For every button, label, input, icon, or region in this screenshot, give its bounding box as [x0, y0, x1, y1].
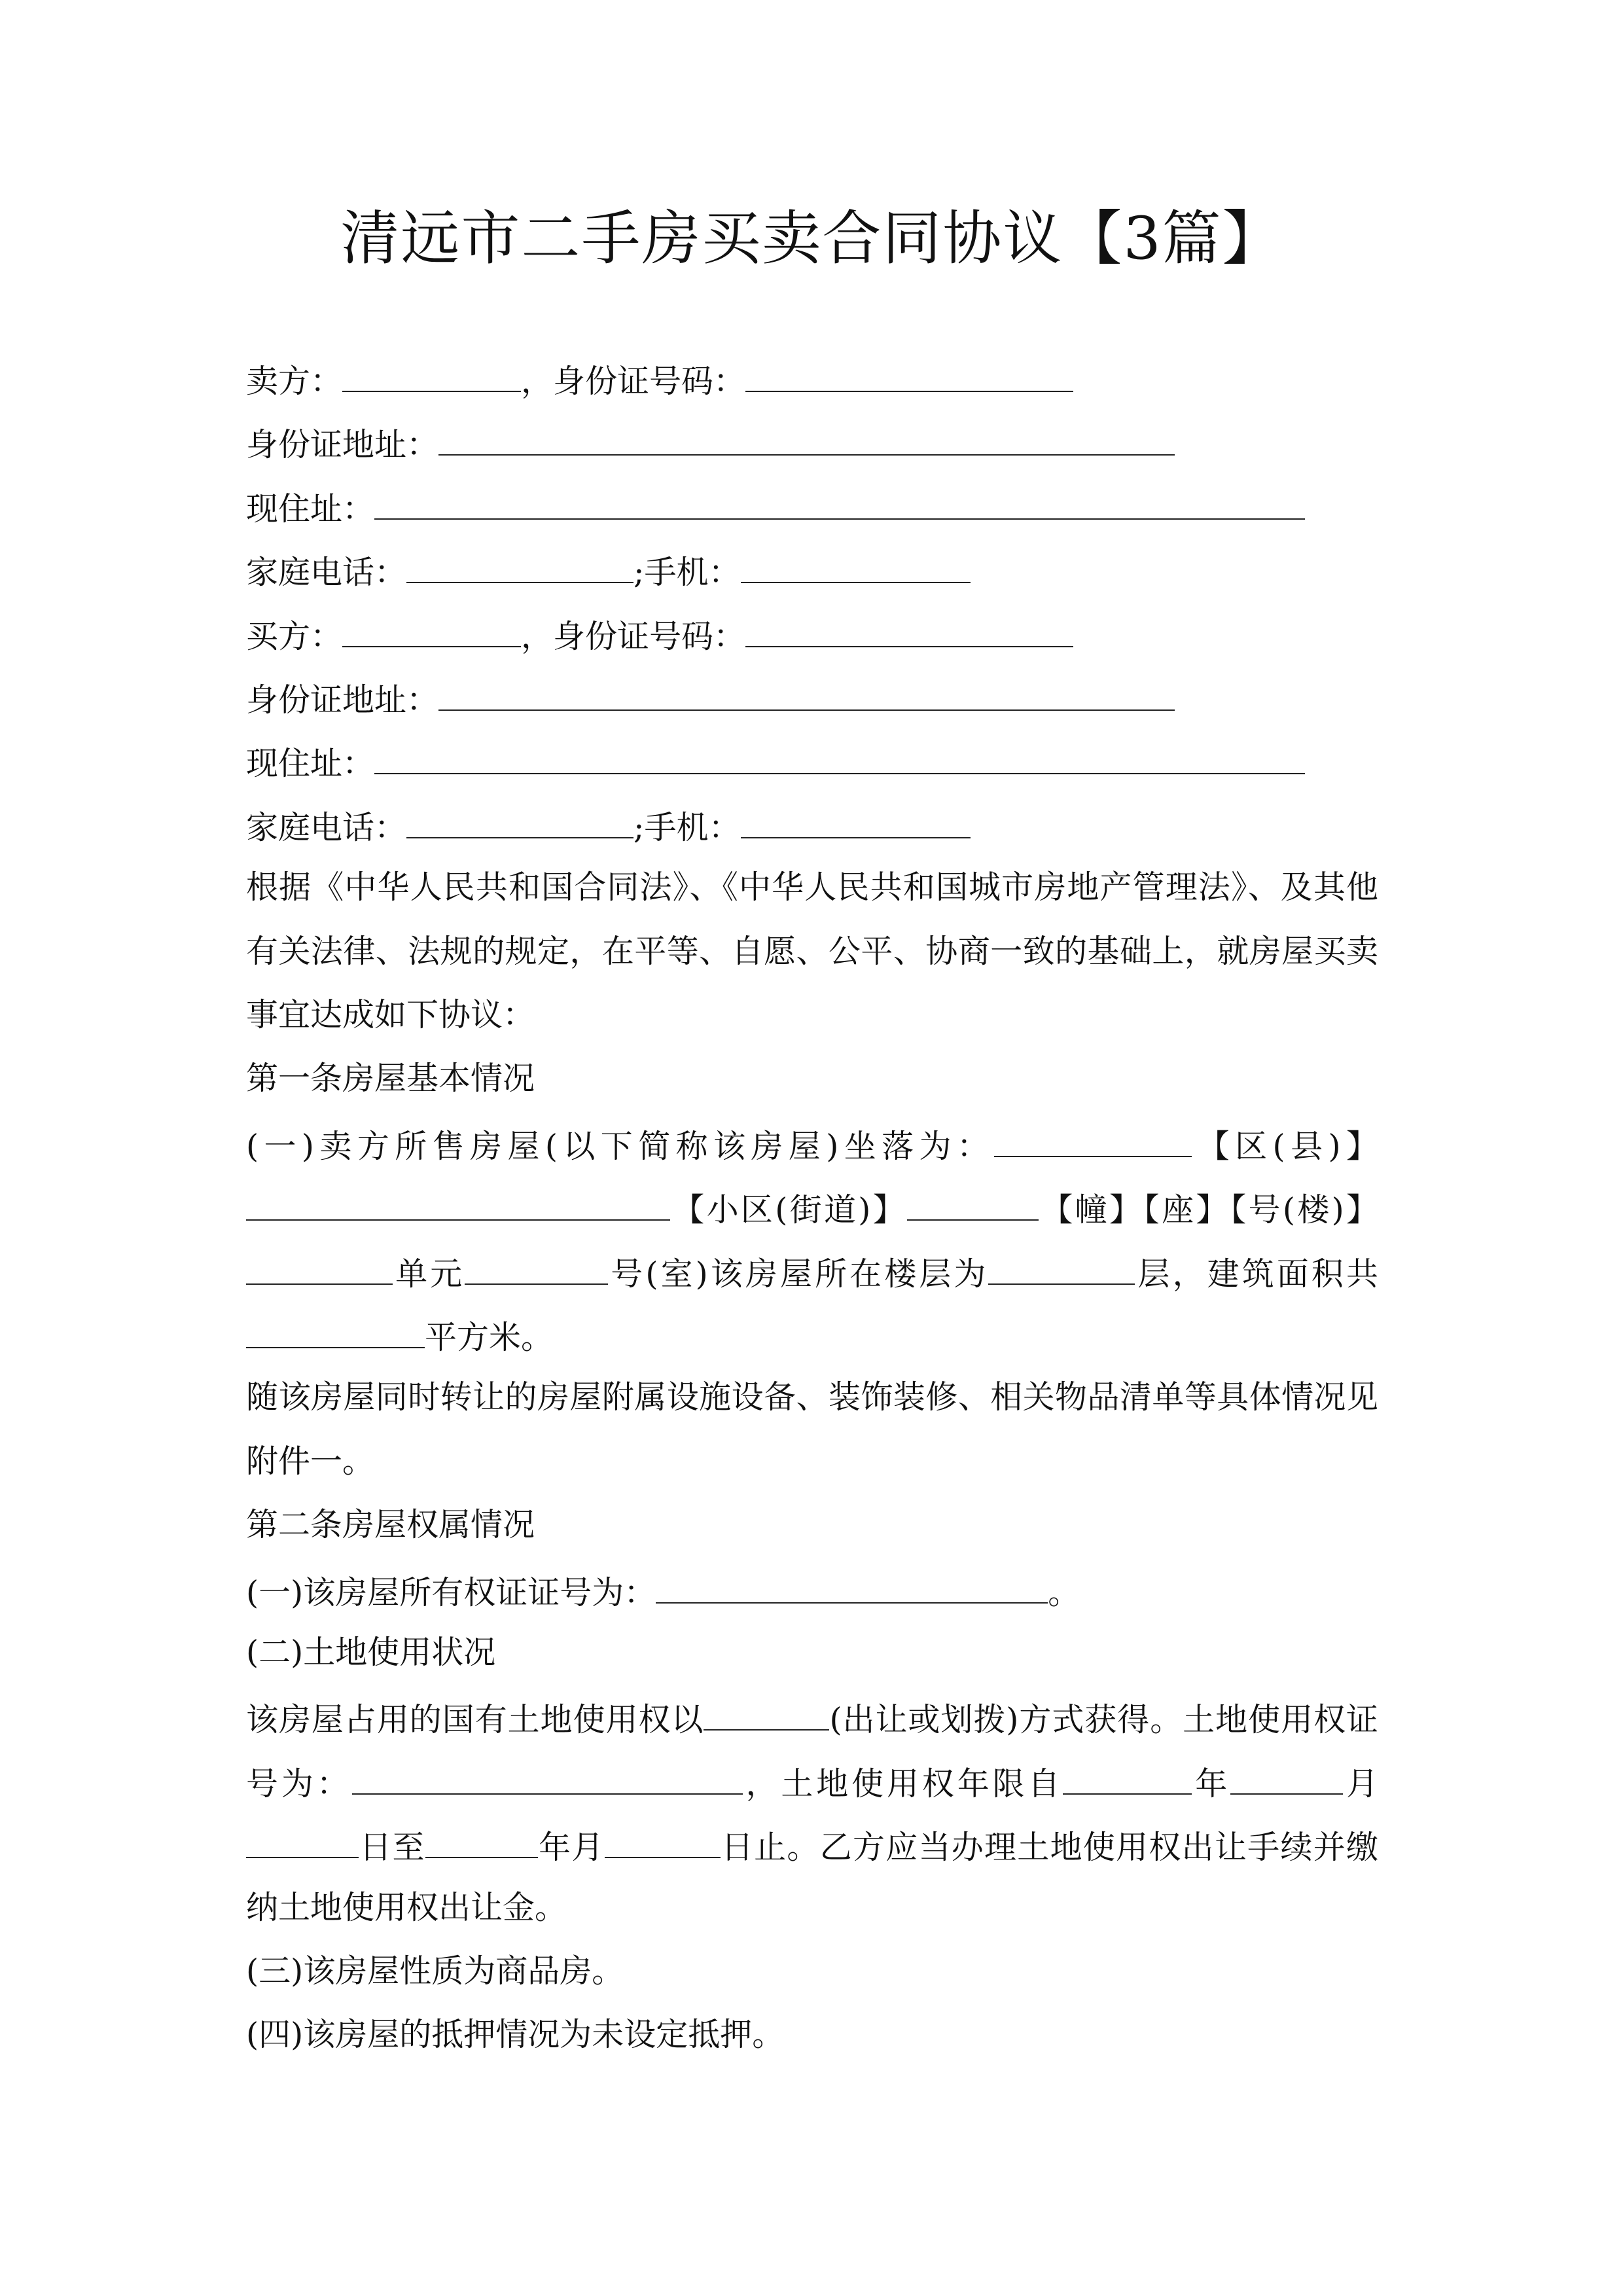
buyer-id-address-blank[interactable]: [438, 670, 1175, 711]
seller-line: [246, 351, 1378, 408]
location-line-2: [246, 1180, 1378, 1236]
start-day-blank[interactable]: [246, 1818, 359, 1858]
end-day-blank[interactable]: [605, 1818, 721, 1858]
text: 层，建筑面积共: [1135, 1255, 1378, 1293]
buyer-id-address-line: [246, 670, 1378, 726]
community-blank[interactable]: [246, 1180, 670, 1221]
buyer-phone-blank[interactable]: [406, 798, 633, 838]
certificate-line: [246, 1563, 1378, 1619]
intro-line: 事宜达成如下协议：: [246, 996, 535, 1033]
land-cert-blank[interactable]: [352, 1754, 743, 1795]
start-year-blank[interactable]: [1063, 1754, 1192, 1795]
text: 该房屋占用的国有土地使用权以: [246, 1701, 704, 1738]
seller-id-address-line: [246, 415, 1378, 471]
land-use-heading: (二)土地使用状况: [246, 1634, 496, 1671]
text: 号为：: [246, 1765, 352, 1803]
seller-address-blank[interactable]: [374, 479, 1305, 520]
text: 日止。乙方应当办理土地使用权出让手续并缴: [720, 1829, 1378, 1866]
certificate-number-blank[interactable]: [656, 1563, 1048, 1604]
end-year-blank[interactable]: [425, 1818, 538, 1858]
text: (一)卖方所售房屋(以下简称该房屋)坐落为：: [246, 1128, 995, 1165]
article-1-heading: 第一条房屋基本情况: [246, 1060, 535, 1097]
seller-name-blank[interactable]: [342, 351, 521, 392]
intro-line: 有关法律、法规的规定，在平等、自愿、公平、协商一致的基础上，就房屋买卖: [246, 933, 1378, 970]
building-blank[interactable]: [907, 1180, 1039, 1221]
unit-blank[interactable]: [246, 1244, 393, 1285]
buyer-phone-line: [246, 798, 1378, 854]
buyer-mobile-blank[interactable]: [741, 798, 971, 838]
location-line-1: [246, 1117, 1378, 1173]
intro-line: 根据《中华人民共和国合同法》、《中华人民共和国城市房地产管理法》、及其他: [246, 869, 1378, 906]
location-line-3: [246, 1244, 1378, 1300]
text: 单元: [393, 1255, 465, 1293]
mortgage-line: (四)该房屋的抵押情况为未设定抵押。: [246, 2016, 785, 2053]
buyer-name-blank[interactable]: [342, 607, 521, 647]
property-nature-line: (三)该房屋性质为商品房。: [246, 1952, 624, 1990]
buyer-label: 买方：: [246, 618, 343, 655]
start-month-blank[interactable]: [1230, 1754, 1343, 1795]
buyer-mobile-label: ;手机：: [633, 809, 741, 846]
text: 平方米。: [425, 1319, 554, 1356]
text: 号(室)该房屋所在楼层为: [608, 1255, 989, 1293]
text: 月: [1343, 1765, 1378, 1803]
buyer-phone-label: 家庭电话：: [246, 809, 407, 846]
district-blank[interactable]: [994, 1117, 1192, 1157]
seller-phone-blank[interactable]: [406, 543, 633, 583]
text: 年: [1192, 1765, 1231, 1803]
seller-id-address-label: 身份证地址：: [246, 426, 439, 463]
land-line-2: [246, 1754, 1378, 1810]
seller-address-line: [246, 479, 1378, 535]
text: 【区(县)】: [1192, 1128, 1378, 1165]
text: 【小区(街道)】: [670, 1191, 908, 1229]
text: ，土地使用权年限自: [742, 1765, 1063, 1803]
seller-mobile-blank[interactable]: [741, 543, 971, 583]
room-blank[interactable]: [465, 1244, 608, 1285]
buyer-id-label: ，身份证号码：: [521, 618, 746, 655]
buyer-id-address-label: 身份证地址：: [246, 681, 439, 719]
land-line-1: [246, 1690, 1378, 1746]
buyer-line: [246, 607, 1378, 663]
text: (出让或划拨)方式获得。土地使用权证: [829, 1701, 1378, 1738]
buyer-address-line: [246, 734, 1378, 790]
acquire-method-blank[interactable]: [704, 1690, 829, 1731]
seller-label: 卖方：: [246, 363, 343, 400]
text: 年月: [537, 1829, 605, 1866]
document-title: 清远市二手房买卖合同协议【3篇】: [340, 204, 1283, 273]
text: 【幢】【座】【号(楼)】: [1039, 1191, 1379, 1229]
seller-mobile-label: ;手机：: [633, 554, 741, 591]
land-line-3: [246, 1818, 1378, 1874]
seller-phone-label: 家庭电话：: [246, 554, 407, 591]
paragraph-line: 随该房屋同时转让的房屋附属设施设备、装饰装修、相关物品清单等具体情况见: [246, 1378, 1378, 1416]
seller-id-label: ，身份证号码：: [521, 363, 746, 400]
seller-id-blank[interactable]: [745, 351, 1073, 392]
article-2-heading: 第二条房屋权属情况: [246, 1506, 535, 1543]
text: 日至: [359, 1829, 425, 1866]
location-line-4: [246, 1308, 1378, 1364]
seller-id-address-blank[interactable]: [438, 415, 1175, 456]
paragraph-line: 附件一。: [246, 1443, 375, 1480]
area-blank[interactable]: [246, 1308, 425, 1348]
buyer-id-blank[interactable]: [745, 607, 1073, 647]
floor-blank[interactable]: [988, 1244, 1135, 1285]
land-line-4: 纳土地使用权出让金。: [246, 1889, 567, 1926]
buyer-address-label: 现住址：: [246, 745, 375, 782]
buyer-address-blank[interactable]: [374, 734, 1305, 774]
text: (一)该房屋所有权证证号为：: [246, 1574, 656, 1611]
seller-phone-line: [246, 543, 1378, 599]
text: 。: [1048, 1574, 1080, 1611]
seller-address-label: 现住址：: [246, 490, 375, 528]
